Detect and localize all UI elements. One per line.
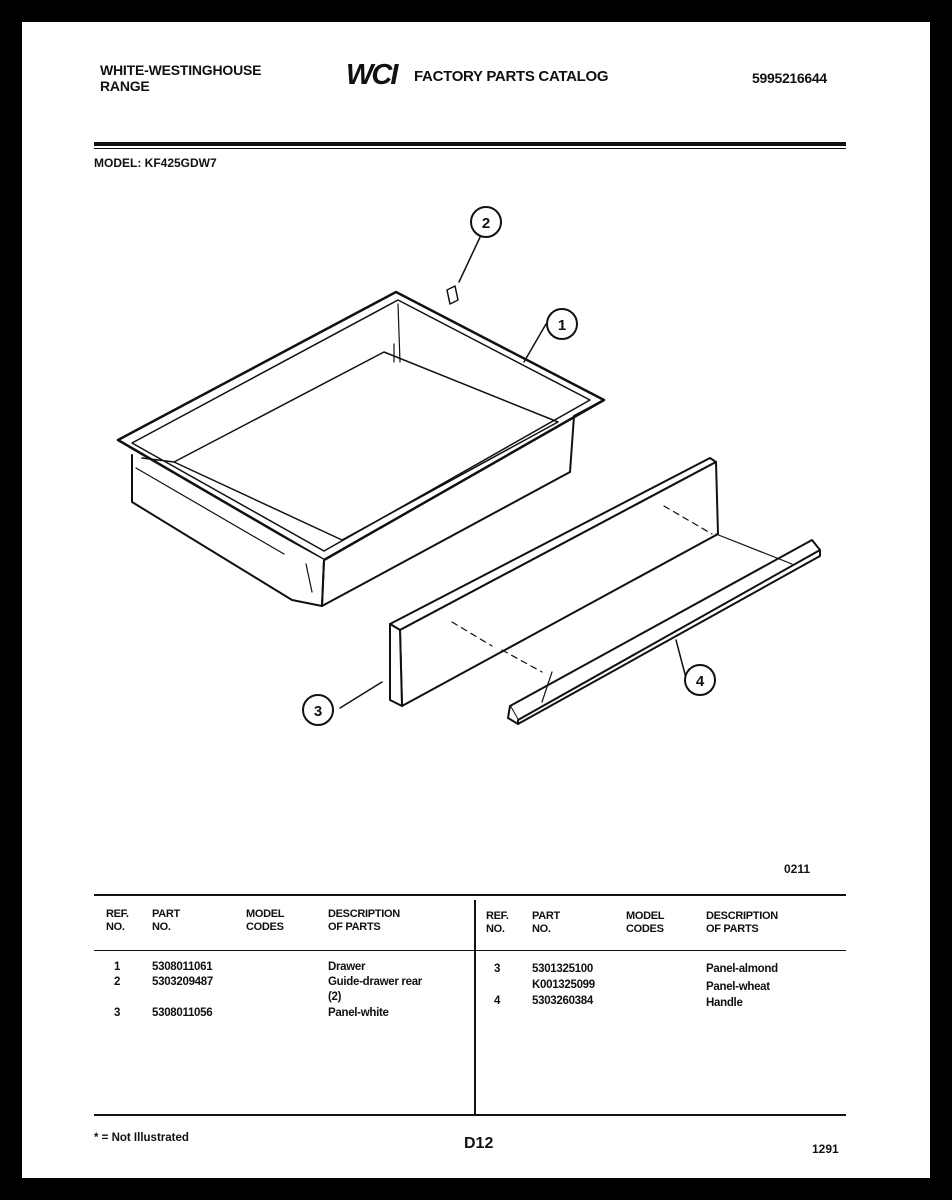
left-row-1-ref: 1 xyxy=(114,961,121,973)
right-row-1-desc: Panel-almond xyxy=(706,963,778,975)
svg-text:4: 4 xyxy=(695,673,705,690)
right-row-2-desc: Panel-wheat xyxy=(706,981,770,993)
header-rule xyxy=(94,142,846,146)
header-description-right: DESCRIPTION OF PARTS xyxy=(706,910,778,935)
exploded-parts-diagram xyxy=(22,172,930,732)
left-row-3-part: 5308011056 xyxy=(152,1007,213,1019)
svg-text:1: 1 xyxy=(557,317,567,334)
brand-name: WHITE-WESTINGHOUSE xyxy=(100,62,262,78)
left-row-2-desc: Guide-drawer rear xyxy=(328,976,422,988)
left-row-2-ref: 2 xyxy=(114,976,121,988)
table-header-rule xyxy=(94,950,846,951)
svg-text:2: 2 xyxy=(481,215,491,232)
left-row-2-desc-cont: (2) xyxy=(328,991,342,1003)
document-number: 5995216644 xyxy=(752,70,827,86)
header-model-codes: MODEL CODES xyxy=(246,908,285,933)
right-row-3-ref: 4 xyxy=(494,995,501,1007)
left-row-3-ref: 3 xyxy=(114,1007,121,1019)
rear-guide-part xyxy=(447,286,458,304)
left-row-2-part: 5303209487 xyxy=(152,976,213,988)
not-illustrated-footnote: * = Not Illustrated xyxy=(94,1132,189,1144)
right-row-1-ref: 3 xyxy=(494,963,501,975)
table-top-rule xyxy=(94,894,846,896)
page-code: D12 xyxy=(464,1135,494,1152)
callout-2 xyxy=(471,207,501,237)
header-description: DESCRIPTION OF PARTS xyxy=(328,908,400,933)
parts-table xyxy=(94,894,846,1119)
model-number: MODEL: KF425GDW7 xyxy=(94,156,217,170)
table-bottom-rule xyxy=(94,1114,846,1116)
header-model-codes-right: MODEL CODES xyxy=(626,910,665,935)
right-row-1-part: 5301325100 xyxy=(532,963,593,975)
header-ref-no-right: REF. NO. xyxy=(486,910,509,935)
wci-logo xyxy=(344,58,414,88)
svg-text:3: 3 xyxy=(313,703,323,720)
right-row-3-desc: Handle xyxy=(706,997,743,1009)
product-type: RANGE xyxy=(100,78,150,94)
callout-1 xyxy=(547,309,577,339)
figure-code: 0211 xyxy=(784,862,811,876)
table-column-divider xyxy=(474,900,476,1114)
left-row-1-desc: Drawer xyxy=(328,961,366,973)
header-ref-no: REF. NO. xyxy=(106,908,129,933)
brand-block xyxy=(100,62,261,94)
right-row-3-part: 5303260384 xyxy=(532,995,593,1007)
header-part-no: PART NO. xyxy=(152,908,180,933)
right-row-2-part: K001325099 xyxy=(532,979,595,991)
header-part-no-right: PART NO. xyxy=(532,910,560,935)
catalog-title: FACTORY PARTS CATALOG xyxy=(414,68,609,85)
left-row-3-desc: Panel-white xyxy=(328,1007,389,1019)
catalog-page xyxy=(22,22,930,1178)
callout-4 xyxy=(685,665,715,695)
logo-text: WCI xyxy=(346,59,397,88)
left-row-1-part: 5308011061 xyxy=(152,961,213,973)
date-code: 1291 xyxy=(812,1142,839,1156)
header-rule-thin xyxy=(94,148,846,149)
callout-3 xyxy=(303,695,333,725)
